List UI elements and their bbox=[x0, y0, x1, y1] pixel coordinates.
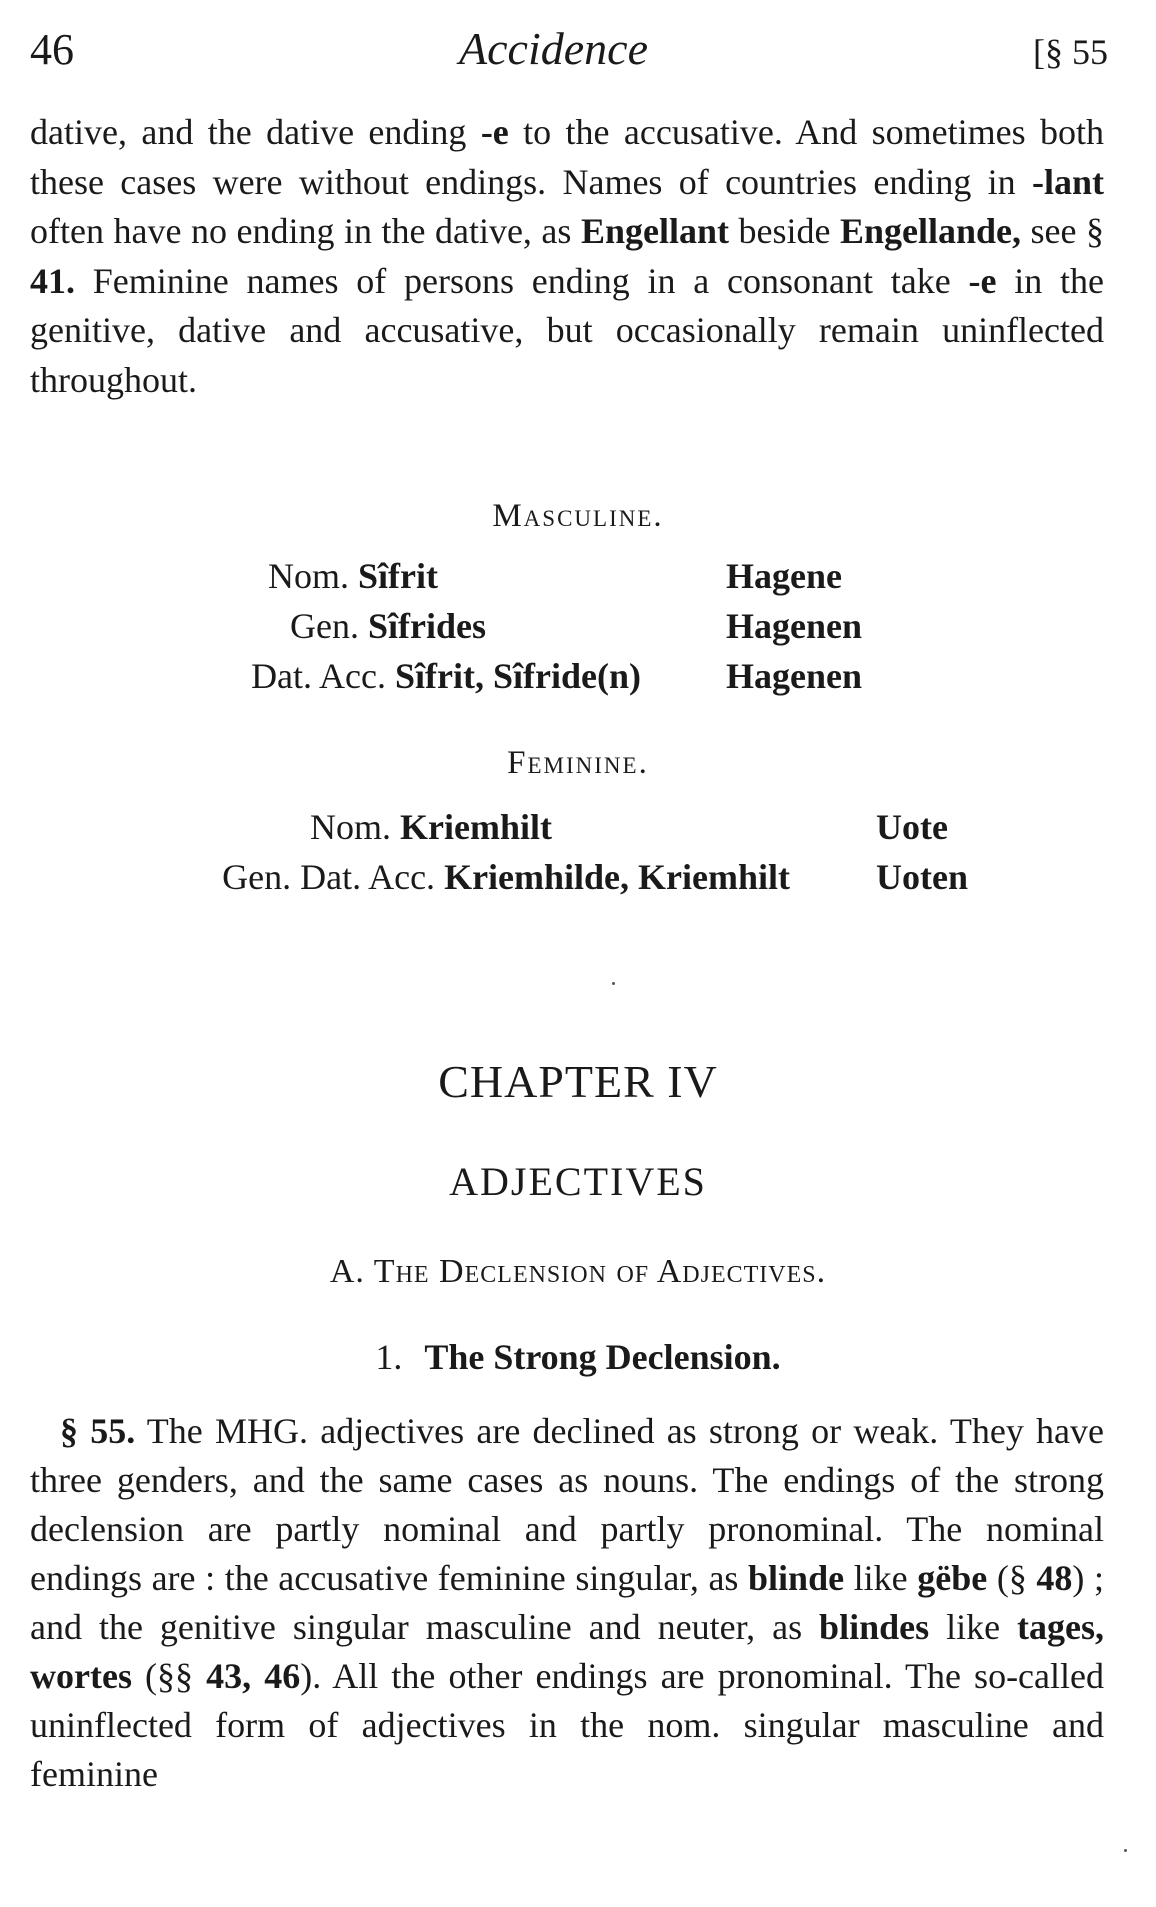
bold-run: § 55. bbox=[60, 1411, 136, 1451]
text-run: (§§ bbox=[131, 1656, 207, 1696]
chapter-subtitle: ADJECTIVES bbox=[449, 1159, 707, 1204]
bold-run: 41. bbox=[30, 260, 75, 301]
text-run: ) ; and the genitive singular masculine and neuter, as bbox=[30, 1558, 1104, 1647]
text-run: The MHG. adjectives are declined as strong or weak. They have three genders, and the same cases as nouns. The endings of the strong declension are partly nominal and partly pronominal. The nominal endings are : the accusative feminine singular, as bbox=[30, 1411, 1105, 1598]
bold-run: 43, 46 bbox=[206, 1656, 301, 1696]
text-run: beside bbox=[728, 211, 840, 251]
bold-run: gëbe bbox=[917, 1558, 988, 1598]
text-run: see § bbox=[1021, 211, 1105, 251]
form-hagenen: Hagenen bbox=[726, 606, 863, 646]
case-label: Dat. Acc. Sîfrit, Sîfride(n) bbox=[251, 656, 641, 696]
form-hagenen: Hagenen bbox=[726, 656, 863, 696]
text-run: like bbox=[844, 1558, 918, 1598]
bold-run: Engellande, bbox=[839, 211, 1022, 251]
section-heading: A. The Declension of Adjectives. bbox=[329, 1253, 827, 1290]
subsection-title: The Strong Declension. bbox=[424, 1337, 781, 1377]
bold-run: -e bbox=[968, 260, 997, 301]
paragraph-55 bbox=[30, 1407, 1104, 1799]
subsection-heading bbox=[0, 1336, 1156, 1378]
form-hagene: Hagene bbox=[726, 556, 842, 596]
text-run: Feminine names of persons ending in a consonant take bbox=[75, 260, 969, 301]
text-run: in the genitive, dative and accusative, but occasionally remain uninflected throughout. bbox=[30, 260, 1104, 400]
feminine-heading: Feminine. bbox=[507, 745, 649, 781]
running-title: Accidence bbox=[459, 23, 648, 74]
masculine-heading: Masculine. bbox=[492, 498, 664, 534]
chapter-title: CHAPTER IV bbox=[438, 1056, 718, 1107]
bold-run: 48 bbox=[1036, 1558, 1073, 1598]
text-run: often have no ending in the dative, as bbox=[30, 211, 581, 251]
bold-run: tages, wortes bbox=[30, 1607, 1105, 1696]
text-run: (§ bbox=[987, 1558, 1037, 1598]
text-run: like bbox=[929, 1607, 1018, 1647]
text-run: dative, and the dative ending bbox=[30, 112, 481, 152]
subsection-number: 1. bbox=[375, 1337, 403, 1377]
form-uoten: Uoten bbox=[876, 857, 968, 897]
bold-run: blindes bbox=[819, 1607, 930, 1647]
bold-run: -e bbox=[480, 112, 509, 152]
case-label: Nom. Kriemhilt bbox=[310, 807, 552, 847]
case-label: Gen. Dat. Acc. Kriemhilde, Kriemhilt bbox=[222, 857, 790, 897]
running-head bbox=[30, 22, 1108, 82]
form-uote: Uote bbox=[876, 807, 948, 847]
running-section: [§ 55 bbox=[1033, 32, 1108, 72]
bold-run: -lant bbox=[1032, 161, 1104, 202]
text-run: to the accusative. And sometimes both these cases were without endings. Names of countries ending in bbox=[30, 112, 1104, 202]
print-speck bbox=[1124, 1849, 1127, 1852]
intro-paragraph bbox=[30, 108, 1104, 405]
print-speck bbox=[612, 982, 615, 985]
text-run: ). All the other endings are pronominal. The so-called uninflected form of adjectives in the nom. singular masculine and feminine bbox=[30, 1656, 1104, 1794]
case-label: Gen. Sîfrides bbox=[290, 606, 486, 646]
bold-run: Engellant bbox=[580, 211, 729, 251]
page-number: 46 bbox=[30, 25, 74, 74]
case-label: Nom. Sîfrit bbox=[268, 556, 438, 596]
bold-run: blinde bbox=[748, 1558, 845, 1598]
